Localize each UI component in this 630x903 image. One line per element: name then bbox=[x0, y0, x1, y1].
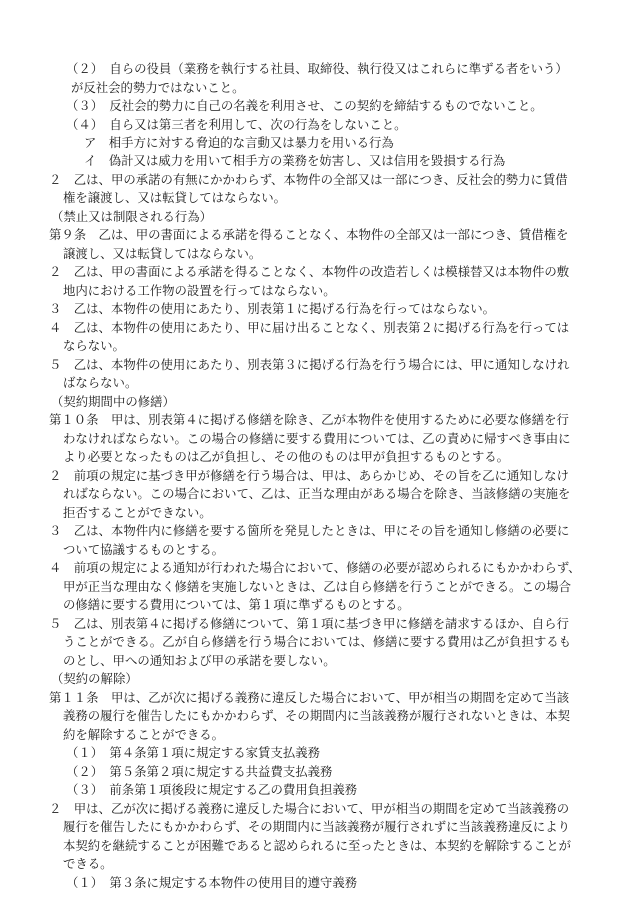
text-line: 本契約を継続することが困難であると認められるに至ったときは、本契約を解除することが bbox=[63, 837, 572, 853]
text-line: ２ 前項の規定に基づき甲が修繕を行う場合は、甲は、あらかじめ、その旨を乙に通知しなけ bbox=[49, 467, 569, 483]
text-line: ５ 乙は、本物件の使用にあたり、別表第３に掲げる行為を行う場合には、甲に通知しなけれ bbox=[49, 356, 570, 372]
text-line: うことができる。乙が自ら修繕を行う場合においては、修繕に要する費用は乙が負担するも bbox=[63, 634, 572, 650]
text-line: のとし、甲への通知および甲の承諾を要しない。 bbox=[63, 652, 336, 668]
text-line: ４ 前項の規定による通知が行われた場合において、修繕の必要が認められるにもかかわらず、 bbox=[49, 560, 581, 576]
text-line: 履行を催告したにもかかわらず、その期間内に当該義務が履行されずに当該義務違反により bbox=[63, 819, 571, 834]
text-line: 約を解除することができる。 bbox=[63, 726, 225, 742]
section-heading: （禁止又は制限される行為） bbox=[51, 208, 213, 224]
text-line: イ 偽計又は威力を用いて相手方の業務を妨害し、又は信用を毀損する行為 bbox=[84, 153, 506, 169]
text-line: （４） 自ら又は第三者を利用して、次の行為をしないこと。 bbox=[66, 116, 407, 132]
text-line: （３） 前条第１項後段に規定する乙の費用負担義務 bbox=[66, 782, 358, 798]
text-line: ３ 乙は、本物件内に修繕を要する箇所を発見したときは、甲にその旨を通知し修繕の必要に bbox=[49, 523, 570, 539]
text-line: ３ 乙は、本物件の使用にあたり、別表第１に掲げる行為を行ってはならない。 bbox=[49, 301, 496, 317]
text-line: 権を譲渡し、又は転貸してはならない。 bbox=[63, 190, 287, 206]
text-line: 地内における工作物の設置を行ってはならない。 bbox=[63, 282, 336, 298]
text-line: （２） 第５条第２項に規定する共益費支払義務 bbox=[66, 763, 333, 779]
text-line: （２） 自らの役員（業務を執行する社員、取締役、執行役又はこれらに準ずる者をいう） bbox=[66, 61, 568, 76]
text-line: ２ 乙は、甲の承諾の有無にかかわらず、本物件の全部又は一部につき、反社会的勢力に賃借 bbox=[49, 171, 568, 187]
text-line: ４ 乙は、本物件の使用にあたり、甲に届け出ることなく、別表第２に掲げる行為を行っては bbox=[49, 319, 570, 335]
text-line: ２ 乙は、甲の書面による承諾を得ることなく、本物件の改造若しくは模様替又は本物件の敷 bbox=[49, 264, 570, 280]
text-line: より必要となったものは乙が負担し、その他のものは甲が負担するものとする。 bbox=[63, 449, 510, 465]
text-line: （１） 第３条に規定する本物件の使用目的遵守義務 bbox=[66, 874, 358, 890]
section-heading: （契約の解除） bbox=[51, 671, 138, 687]
text-line: 甲が正当な理由なく修繕を実施しないときは、乙は自ら修繕を行うことができる。この場合 bbox=[63, 578, 572, 594]
text-line: ア 相手方に対する脅迫的な言動又は暴力を用いる行為 bbox=[84, 135, 394, 150]
text-line: 譲渡し、又は転貸してはならない。 bbox=[63, 245, 262, 261]
text-line: 拒否することができない。 bbox=[63, 504, 212, 520]
text-line: ２ 甲は、乙が次に掲げる義務に違反した場合において、甲が相当の期間を定めて当該義務の bbox=[49, 800, 570, 816]
text-line: ついて協議するものとする。 bbox=[63, 541, 225, 557]
section-heading: （契約期間中の修繕） bbox=[51, 393, 175, 409]
text-line: ５ 乙は、別表第４に掲げる修繕について、第１項に基づき甲に修繕を請求するほか、自ら行 bbox=[49, 615, 569, 631]
text-line: できる。 bbox=[63, 856, 113, 871]
text-line: （１） 第４条第１項に規定する家賃支払義務 bbox=[66, 745, 321, 761]
text-line: 義務の履行を催告したにもかかわらず、その期間内に当該義務が履行されないときは、本契 bbox=[63, 708, 571, 724]
text-line: ならない。 bbox=[63, 338, 125, 354]
text-line: ばならない。 bbox=[63, 375, 138, 391]
text-line: ればならない。この場合において、乙は、正当な理由がある場合を除き、当該修繕の実施を bbox=[63, 486, 571, 502]
text-line: の修繕に要する費用については、第１項に準ずるものとする。 bbox=[63, 597, 410, 613]
text-line: が反社会的勢力ではないこと。 bbox=[71, 79, 245, 95]
text-line: 第１１条 甲は、乙が次に掲げる義務に違反した場合において、甲が相当の期間を定めて当該 bbox=[49, 689, 570, 705]
text-line: （３） 反社会的勢力に自己の名義を利用させ、この契約を締結するものでないこと。 bbox=[66, 98, 543, 113]
text-line: わなければならない。この場合の修繕に要する費用については、乙の責めに帰すべき事由に bbox=[63, 430, 571, 446]
text-line: 第９条 乙は、甲の書面による承諾を得ることなく、本物件の全部又は一部につき、賃借権を bbox=[49, 227, 569, 243]
text-line: 第１０条 甲は、別表第４に掲げる修繕を除き、乙が本物件を使用するために必要な修繕を行 bbox=[49, 412, 569, 428]
